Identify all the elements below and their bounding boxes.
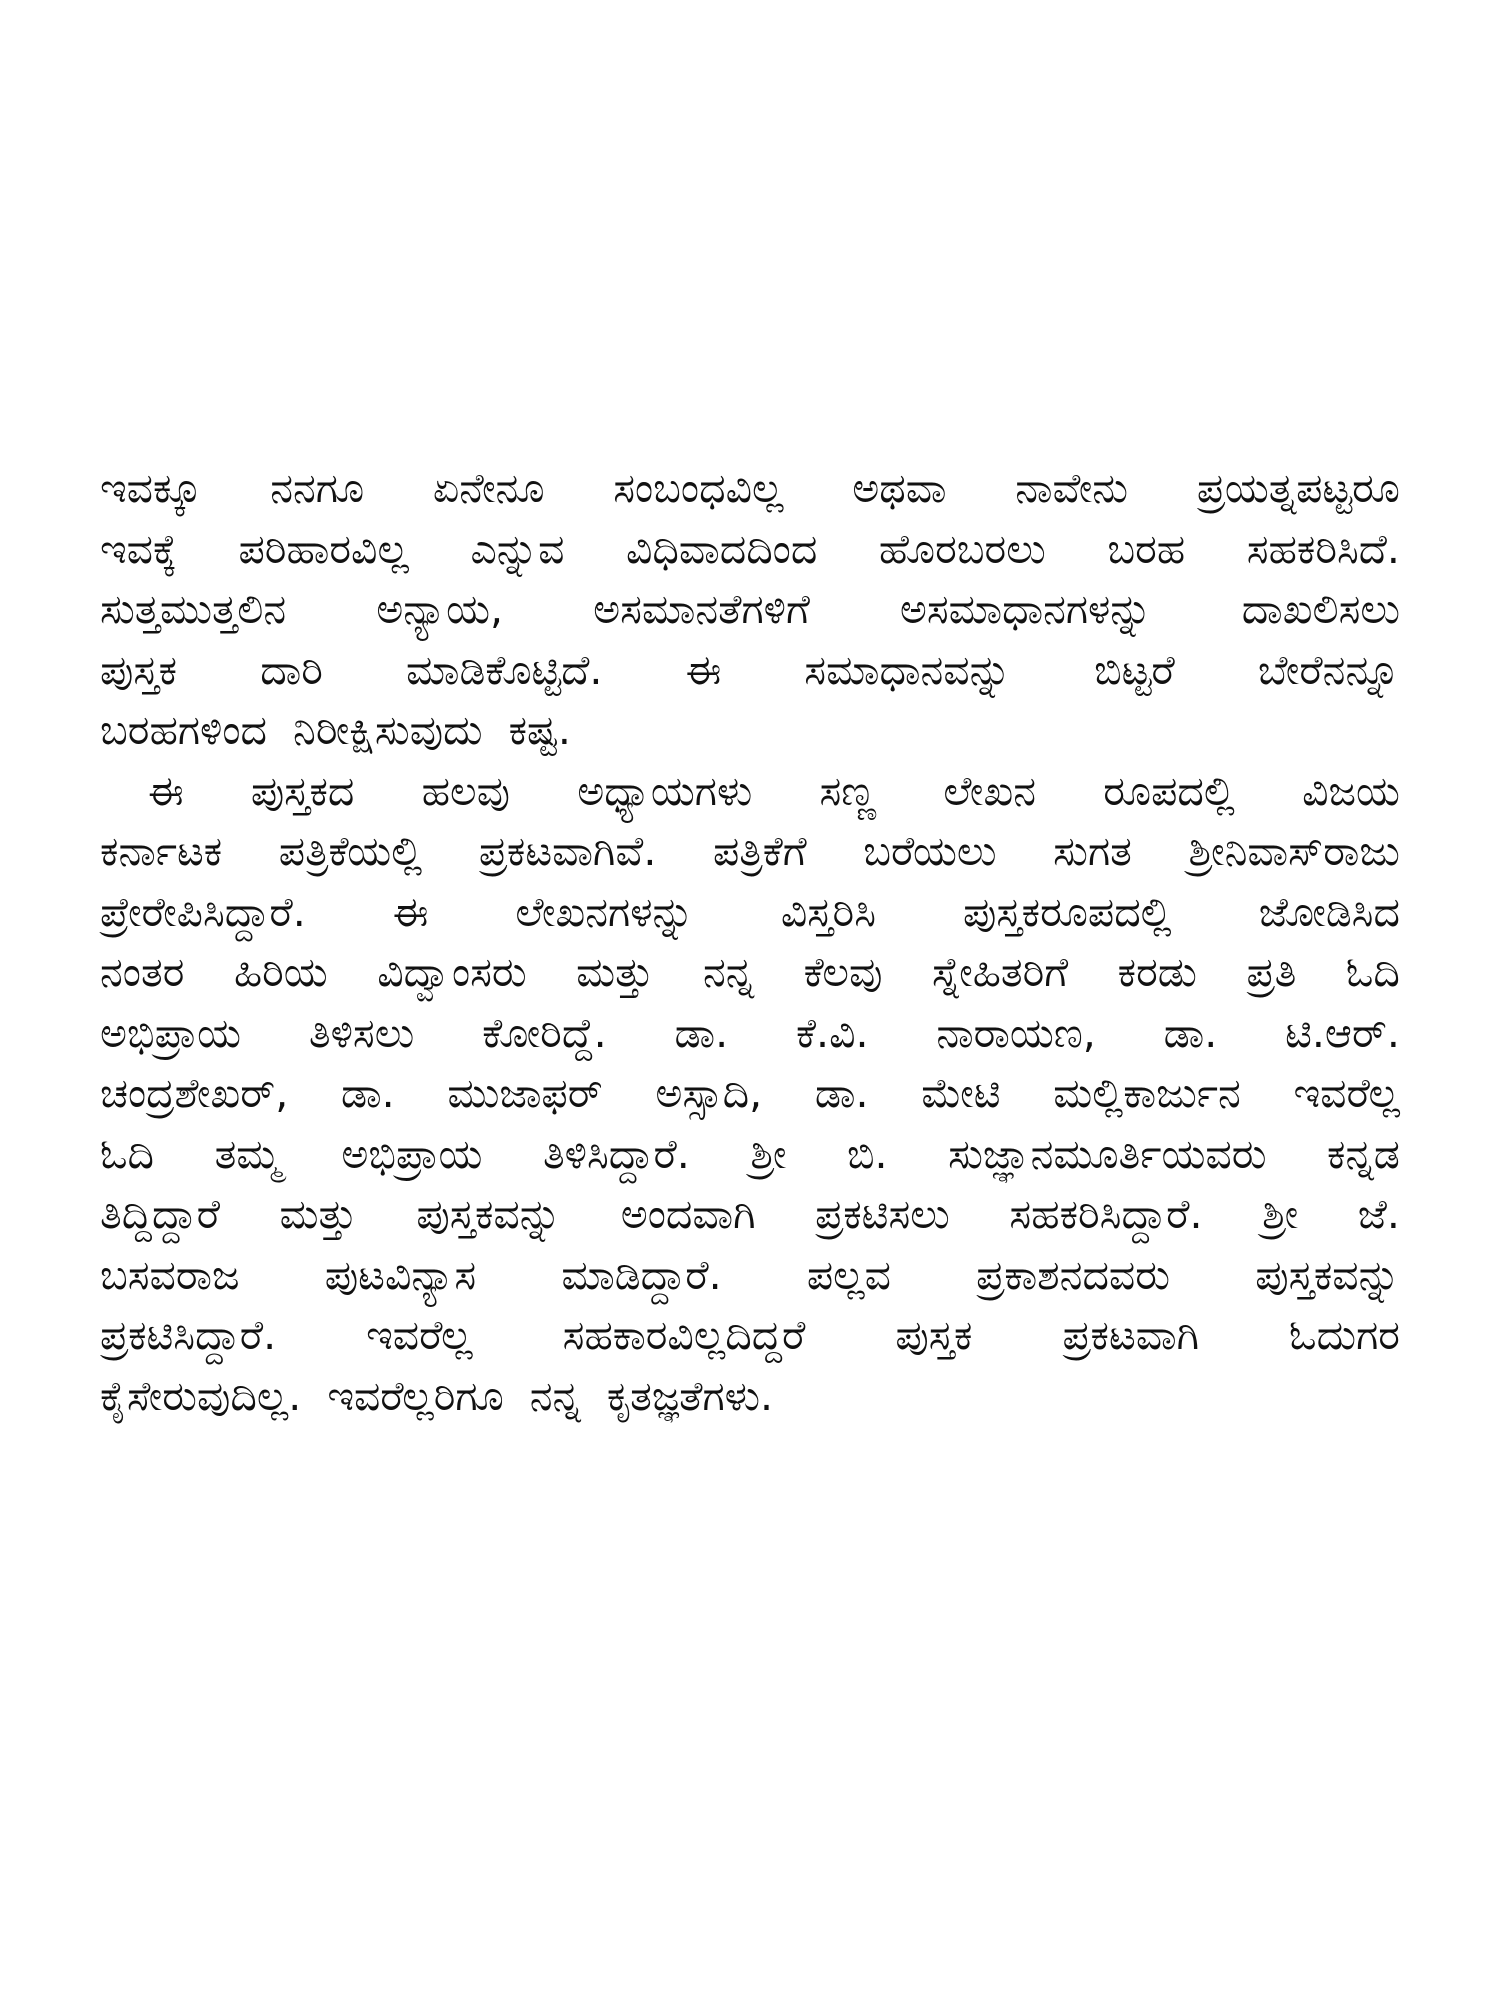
text-line [100, 942, 1400, 1003]
word: ಪ್ರತಿ [1246, 948, 1297, 996]
text-line [100, 1305, 1400, 1366]
word: ಸುಗತ [1053, 827, 1132, 875]
word: ಓದುಗರ [1289, 1311, 1400, 1359]
word: ಇವರೆಲ್ಲರಿಗೂ [327, 1371, 504, 1420]
word: ಪ್ರಕಟವಾಗಿವೆ. [478, 827, 657, 875]
word: ಅಸಮಾನತೆಗಳಿಗೆ [593, 585, 810, 633]
word: ತಮ್ಮ [214, 1129, 281, 1178]
word: ವಿಧಿವಾದದಿಂದ [625, 524, 818, 573]
word: ರೂಪದಲ್ಲಿ [1103, 766, 1235, 815]
word: ದಾರಿ [260, 645, 323, 694]
text-line [100, 458, 1400, 519]
word: ಕೆ.ವಿ. [795, 1008, 869, 1057]
word: ಶ್ರೀ [1262, 1190, 1299, 1238]
word: ಸುಜ್ಞಾನಮೂರ್ತಿಯವರು [948, 1129, 1267, 1178]
word: ಜೋಡಿಸಿದ [1258, 887, 1400, 936]
word: ಪ್ರಕಾಶನದವರು [976, 1250, 1170, 1299]
word: ಹೊರಬರಲು [878, 524, 1046, 573]
word: ಪುಟವಿನ್ಯಾಸ [324, 1250, 477, 1299]
word: ಅಭಿಪ್ರಾಯ [341, 1129, 483, 1178]
word: ಬಿ. [846, 1129, 888, 1178]
word: ಈ [392, 887, 429, 936]
word: ವಿಸ್ತರಿಸಿ [780, 887, 876, 936]
word: ಓದಿ [100, 1129, 155, 1178]
word: ನಿರೀಕ್ಷಿಸುವುದು [293, 706, 483, 754]
body-text [100, 458, 1400, 1426]
word: ಡಾ. [814, 1069, 869, 1117]
word: ಬಸವರಾಜ [100, 1250, 240, 1299]
word: ಅನ್ಯಾಯ, [376, 585, 504, 633]
word: ಸಹಕರಿಸಿದೆ. [1246, 524, 1400, 573]
word: ಮುಜಾಫರ್ [447, 1069, 603, 1117]
word: ಬರಹಗಳಿಂದ [100, 706, 268, 754]
word: ಟಿ.ಆರ್. [1285, 1008, 1400, 1057]
word: ಸಂಬಂಧವಿಲ್ಲ [613, 464, 784, 512]
text-line [100, 761, 1400, 822]
word: ಸಣ್ಣ [819, 766, 877, 815]
paragraph-2 [100, 761, 1400, 1427]
word: ಪತ್ರಿಕೆಯಲ್ಲಿ [278, 827, 423, 875]
text-line [100, 1245, 1400, 1306]
word: ಕರಡು [1117, 948, 1197, 996]
text-line [100, 579, 1400, 640]
text-line [100, 1003, 1400, 1064]
word: ಅಸ್ಸಾದಿ, [655, 1069, 763, 1117]
word: ಪ್ರಕಟಿಸಿದ್ದಾರೆ. [100, 1311, 277, 1359]
paragraph-1 [100, 458, 1400, 761]
word: ದಾಖಲಿಸಲು [1241, 585, 1400, 633]
word: ಸಹಕರಿಸಿದ್ದಾರೆ. [1009, 1190, 1203, 1238]
word: ಬೇರೆನನ್ನೂ [1257, 645, 1400, 694]
word: ಮಲ್ಲಿಕಾರ್ಜುನ [1053, 1069, 1241, 1117]
word: ಈ [685, 645, 722, 694]
word: ಜೆ. [1357, 1190, 1400, 1238]
word: ಕೆಲವು [803, 948, 883, 996]
word: ಪರಿಹಾರವಿಲ್ಲ [238, 524, 409, 573]
word: ಕರ್ನಾಟಕ [100, 827, 223, 875]
word: ಇವರೆಲ್ಲ [1293, 1069, 1400, 1117]
word: ಪುಸ್ತಕವನ್ನು [416, 1190, 562, 1238]
word: ವಿದ್ವಾಂಸರು [377, 948, 527, 996]
word: ಅಂದವಾಗಿ [620, 1190, 756, 1238]
word: ಹಲವು [421, 766, 511, 815]
word: ಸುತ್ತಮುತ್ತಲಿನ [100, 585, 287, 633]
word: ಮತ್ತು [279, 1190, 357, 1238]
text-line [100, 1184, 1400, 1245]
word: ಇವಕ್ಕೂ [100, 464, 202, 512]
word: ಅಧ್ಯಾಯಗಳು [577, 766, 753, 815]
word: ಶ್ರೀ [750, 1129, 787, 1178]
word: ಪ್ರೇರೇಪಿಸಿದ್ದಾರೆ. [100, 887, 306, 936]
word: ಅಭಿಪ್ರಾಯ [100, 1008, 242, 1057]
word: ನನ್ನ [702, 948, 755, 996]
word: ತಿದ್ದಿದ್ದಾರೆ [100, 1190, 220, 1238]
text-line [100, 640, 1400, 701]
word: ಕೃತಜ್ಞತೆಗಳು. [606, 1371, 774, 1420]
word: ಬರಹ [1107, 524, 1186, 573]
word: ಎನ್ನುವ [470, 524, 565, 573]
word: ಕೈಸೇರುವುದಿಲ್ಲ. [100, 1371, 302, 1420]
word: ನಾವೇನು [1015, 464, 1129, 512]
word: ಮಾಡಿಕೊಟ್ಟಿದೆ. [405, 645, 603, 694]
word: ನಾರಾಯಣ, [936, 1008, 1096, 1057]
word: ಪುಸ್ತಕವನ್ನು [1255, 1250, 1400, 1299]
word: ಸಹಕಾರವಿಲ್ಲದಿದ್ದರೆ [562, 1311, 806, 1359]
text-line [100, 882, 1400, 943]
word: ಡಾ. [674, 1008, 729, 1057]
text-line [100, 821, 1400, 882]
word: ಮೇಟಿ [921, 1069, 1001, 1117]
word: ಪಲ್ಲವ [806, 1250, 891, 1299]
word: ಅಥವಾ [852, 464, 947, 512]
word: ಡಾ. [340, 1069, 395, 1117]
word: ಮತ್ತು [576, 948, 654, 996]
word: ಪ್ರಕಟಿಸಲು [815, 1190, 950, 1238]
word: ನನಗೂ [270, 464, 365, 512]
word: ಪತ್ರಿಕೆಗೆ [712, 827, 807, 875]
word: ಪುಸ್ತಕ [895, 1311, 973, 1359]
word: ಬರೆಯಲು [863, 827, 997, 875]
word: ಇವರೆಲ್ಲ [366, 1311, 473, 1359]
word: ಕೋರಿದ್ದೆ. [482, 1008, 607, 1057]
word: ಹಿರಿಯ [233, 948, 328, 996]
text-line [100, 700, 1400, 761]
word: ಪುಸ್ತಕ [100, 645, 178, 694]
word: ಓದಿ [1345, 948, 1400, 996]
word: ಪ್ರಯತ್ನಪಟ್ಟರೂ [1196, 464, 1400, 512]
word: ಚಂದ್ರಶೇಖರ್, [100, 1069, 289, 1117]
word: ಈ [148, 766, 184, 815]
word: ಡಾ. [1163, 1008, 1218, 1057]
word: ಇವಕ್ಕೆ [100, 524, 177, 573]
word: ಮಾಡಿದ್ದಾರೆ. [561, 1250, 722, 1299]
word: ತಿಳಿಸಿದ್ದಾರೆ. [542, 1129, 690, 1178]
word: ಸ್ನೇಹಿತರಿಗೆ [931, 948, 1069, 996]
word: ಕಷ್ಟ. [508, 706, 571, 754]
word: ಶ್ರೀನಿವಾಸ್‌ರಾಜು [1188, 827, 1400, 875]
text-line [100, 1063, 1400, 1124]
word: ಪುಸ್ತಕದ [250, 766, 355, 815]
word: ಅಸಮಾಧಾನಗಳನ್ನು [899, 585, 1152, 633]
word: ಏನೇನೂ [432, 464, 545, 512]
word: ಕನ್ನಡ [1327, 1129, 1400, 1178]
text-line [100, 519, 1400, 580]
word: ಲೇಖನಗಳನ್ನು [515, 887, 694, 936]
word: ನಂತರ [100, 948, 185, 996]
word: ಲೇಖನ [943, 766, 1036, 815]
word: ಸಮಾಧಾನವನ್ನು [804, 645, 1011, 694]
text-line [100, 1366, 1400, 1427]
word: ಬಿಟ್ಟರೆ [1094, 645, 1175, 694]
word: ಪ್ರಕಟವಾಗಿ [1062, 1311, 1199, 1359]
word: ವಿಜಯ [1302, 766, 1400, 815]
word: ತಿಳಿಸಲು [308, 1008, 415, 1057]
text-line [100, 1124, 1400, 1185]
word: ಪುಸ್ತಕರೂಪದಲ್ಲಿ [962, 887, 1172, 936]
word: ನನ್ನ [529, 1371, 581, 1420]
